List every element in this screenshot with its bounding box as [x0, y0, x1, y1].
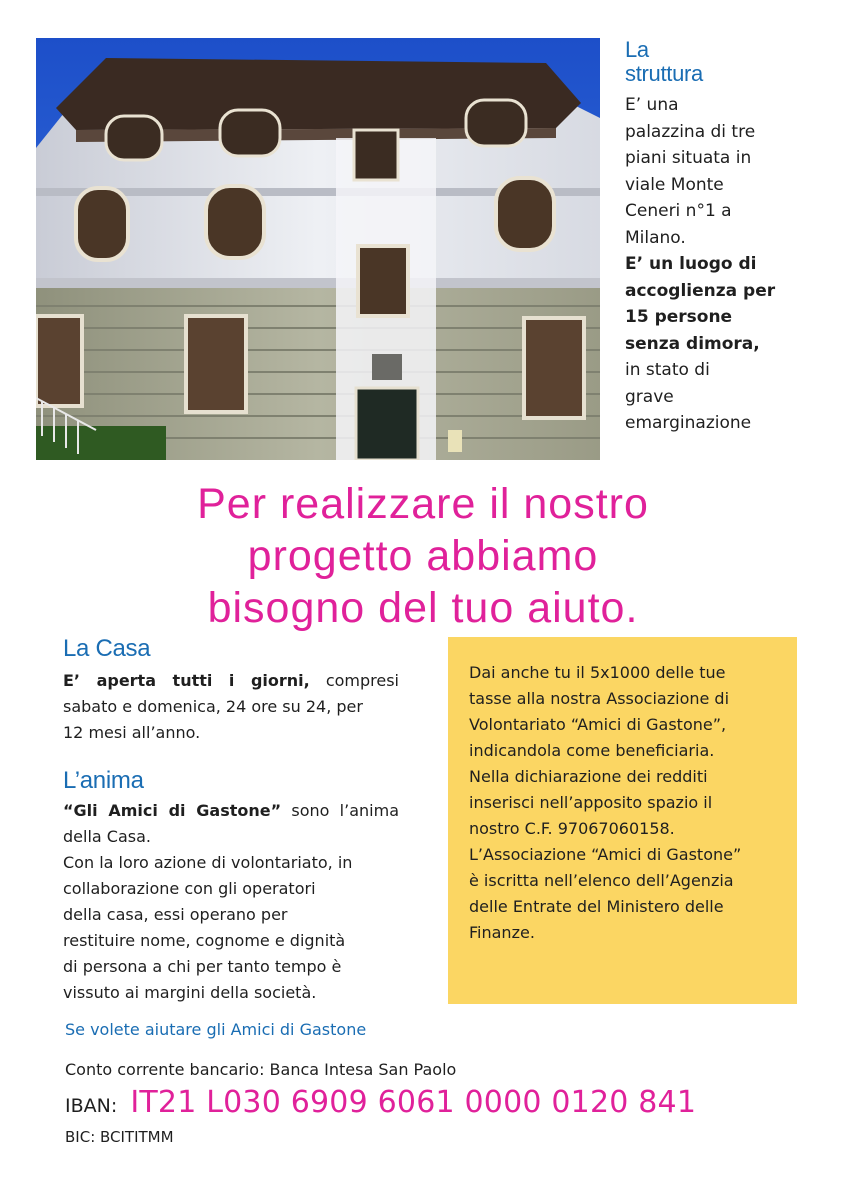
struttura-line-bold: accoglienza per — [625, 280, 776, 301]
struttura-line: Ceneri n°1 a — [625, 201, 732, 221]
casa-heading: La Casa — [63, 635, 151, 662]
casa-line1 — [63, 668, 399, 694]
bank-account: Conto corrente bancario: Banca Intesa San Paolo — [65, 1060, 457, 1079]
casa-line3: 12 mesi all’anno. — [63, 723, 201, 742]
struttura-line: E’ una — [625, 95, 679, 115]
struttura-line: viale Monte — [625, 174, 724, 195]
headline-line3: bisogno del tuo aiuto. — [207, 584, 639, 632]
anima-line1-rest: sono l’anima — [281, 801, 399, 820]
anima-bold-lead: “Gli Amici di Gastone” — [63, 801, 282, 820]
box-line: indicandola come beneficiaria. — [469, 741, 715, 760]
box-line: Finanze. — [469, 923, 535, 942]
iban-label: IBAN: — [65, 1095, 118, 1117]
struttura-line: Milano. — [625, 227, 686, 248]
anima-line: collaborazione con gli operatori — [63, 879, 316, 898]
box-line: tasse alla nostra Associazione di — [469, 689, 730, 708]
iban-value: IT21 L030 6909 6061 0000 0120 841 — [130, 1085, 697, 1120]
anima-line: della Casa. — [63, 827, 151, 846]
box-line: L’Associazione “Amici di Gastone” — [469, 845, 742, 864]
struttura-line-bold: senza dimora, — [625, 333, 760, 354]
iban-row — [65, 1085, 696, 1120]
box-line: Nella dichiarazione dei redditi — [469, 767, 708, 786]
donation-box-text — [469, 660, 789, 946]
box-line: è iscritta nell’elenco dell’Agenzia — [469, 871, 734, 890]
box-line: Dai anche tu il 5x1000 delle tue — [469, 663, 726, 682]
struttura-line: palazzina di tre — [625, 121, 756, 142]
struttura-heading — [625, 38, 825, 86]
anima-line: Con la loro azione di volontariato, in — [63, 853, 353, 872]
bic-code: BIC: BCITITMM — [65, 1128, 174, 1146]
headline-line1: Per realizzare il nostro — [197, 480, 649, 528]
anima-line1 — [63, 798, 399, 824]
anima-line: restituire nome, cognome e dignità — [63, 931, 346, 950]
building-photo — [36, 38, 600, 460]
casa-bold-lead: E’ aperta tutti i giorni, — [63, 671, 310, 690]
anima-line: vissuto ai margini della società. — [63, 983, 317, 1002]
anima-text — [63, 798, 399, 1006]
struttura-title-line1: La — [625, 37, 649, 62]
struttura-line-bold: 15 persone — [625, 307, 733, 327]
casa-line1-rest: compresi — [309, 671, 399, 690]
box-line: delle Entrate del Ministero delle — [469, 897, 724, 916]
struttura-line: in stato di — [625, 360, 710, 380]
struttura-line: piani situata in — [625, 148, 752, 168]
help-heading: Se volete aiutare gli Amici di Gastone — [65, 1020, 367, 1039]
anima-heading: L’anima — [63, 767, 144, 794]
struttura-title-line2: struttura — [625, 61, 703, 86]
box-line: inserisci nell’apposito spazio il — [469, 793, 713, 812]
struttura-line: grave — [625, 386, 674, 407]
casa-line2: sabato e domenica, 24 ore su 24, per — [63, 697, 363, 716]
struttura-line: emarginazione — [625, 413, 752, 433]
box-line: Volontariato “Amici di Gastone”, — [469, 715, 727, 734]
box-line: nostro C.F. 97067060158. — [469, 819, 675, 838]
anima-line: della casa, essi operano per — [63, 905, 288, 924]
headline-line2: progetto abbiamo — [247, 532, 599, 580]
casa-text — [63, 668, 399, 746]
headline — [50, 478, 796, 634]
struttura-description — [625, 92, 795, 437]
anima-line: di persona a chi per tanto tempo è — [63, 957, 342, 976]
struttura-line-bold: E’ un luogo di — [625, 254, 757, 274]
